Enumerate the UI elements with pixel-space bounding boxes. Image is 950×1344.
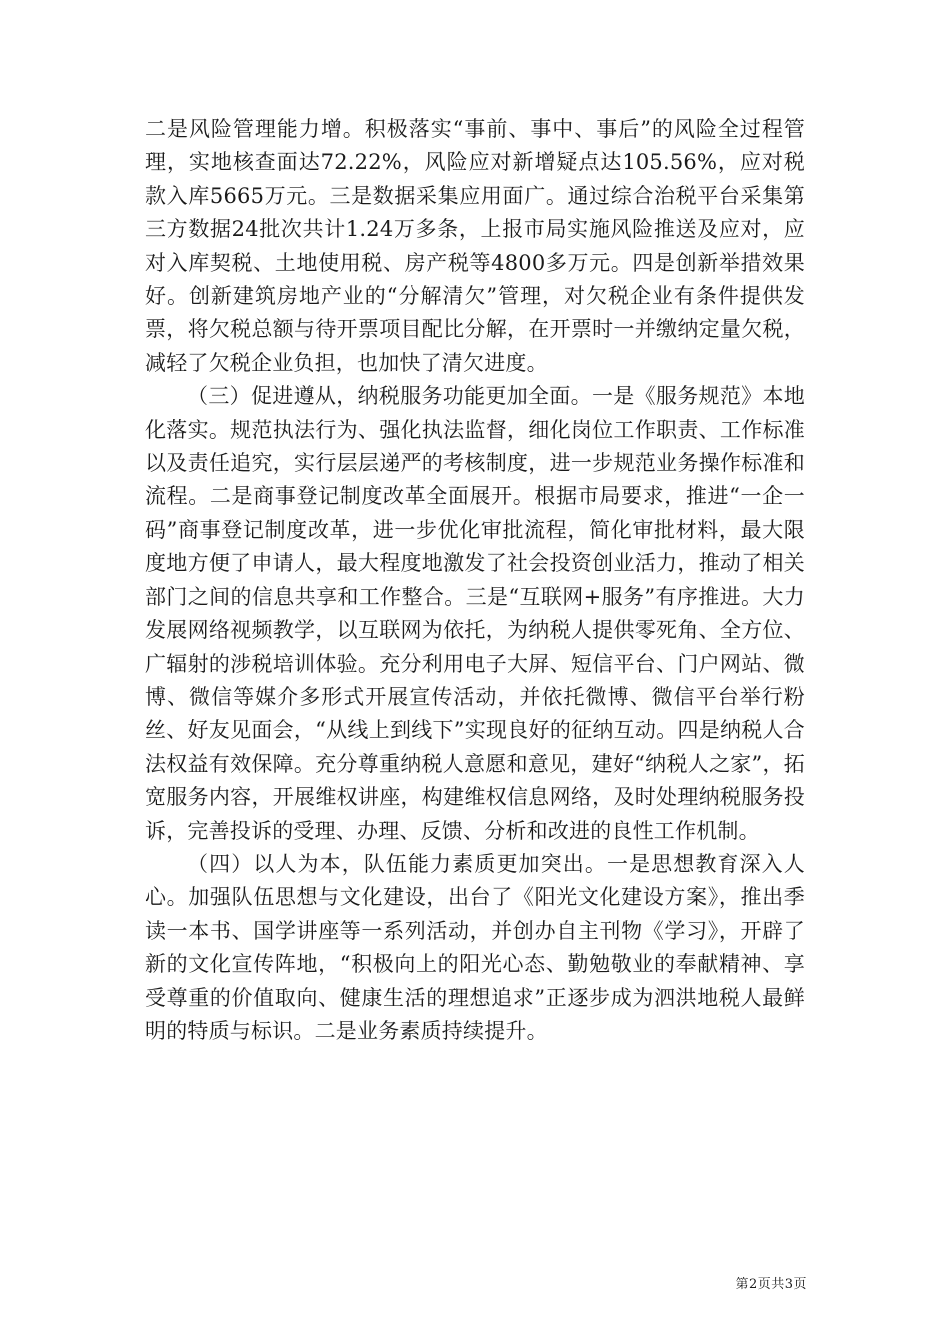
paragraph-team-quality: （四）以人为本，队伍能力素质更加突出。一是思想教育深入人心。加强队伍思想与文化建设，出台了《阳光文化建设方案》，推出季读一本书、国学讲座等一系列活动，并创办自主刊物《学习》，开辟了新的文化宣传阵地，“积极向上的阳光心态、勤勉敬业的奉献精神、享受尊重的价值取向、健康生活的理想追求”正逐步成为泗洪地税人最鲜明的特质与标识。二是业务素质持续提升。 [145,851,805,1043]
page-number-footer: 第2页共3页 [735,1277,807,1292]
paragraph-tax-service: （三）促进遵从，纳税服务功能更加全面。一是《服务规范》本地化落实。规范执法行为、强化执法监督，细化岗位工作职责、工作标准以及责任追究，实行层层递严的考核制度，进一步规范业务操作标准和流程。二是商事登记制度改革全面展开。根据市局要求，推进“一企一码”商事登记制度改革，进一步优化审批流程，简化审批材料，最大限度地方便了申请人，最大程度地激发了社会投资创业活力，推动了相关部门之间的信息共享和工作整合。三是“互联网+服务”有序推进。大力发展网络视频教学，以互联网为依托，为纳税人提供零死角、全方位、广辐射的涉税培训体验。充分利用电子大屏、短信平台、门户网站、微博、微信等媒介多形式开展宣传活动，并依托微博、微信平台举行粉丝、好友见面会，“从线上到线下”实现良好的征纳互动。四是纳税人合法权益有效保障。充分尊重纳税人意愿和意见，建好“纳税人之家”，拓宽服务内容，开展维权讲座，构建维权信息网络，及时处理纳税服务投诉，完善投诉的受理、办理、反馈、分析和改进的良性工作机制。 [145,384,805,843]
paragraph-risk-management: 二是风险管理能力增。积极落实“事前、事中、事后”的风险全过程管理，实地核查面达72.22%，风险应对新增疑点达105.56%，应对税款入库5665万元。三是数据采集应用面广。通过综合治税平台采集第三方数据24批次共计1.24万多条，上报市局实施风险推送及应对，应对入库契税、土地使用税、房产税等4800多万元。四是创新举措效果好。创新建筑房地产业的“分解清欠”管理，对欠税企业有条件提供发票，将欠税总额与待开票项目配比分解，在开票时一并缴纳定量欠税，减轻了欠税企业负担，也加快了清欠进度。 [145,117,805,375]
document-body [145,113,805,1048]
